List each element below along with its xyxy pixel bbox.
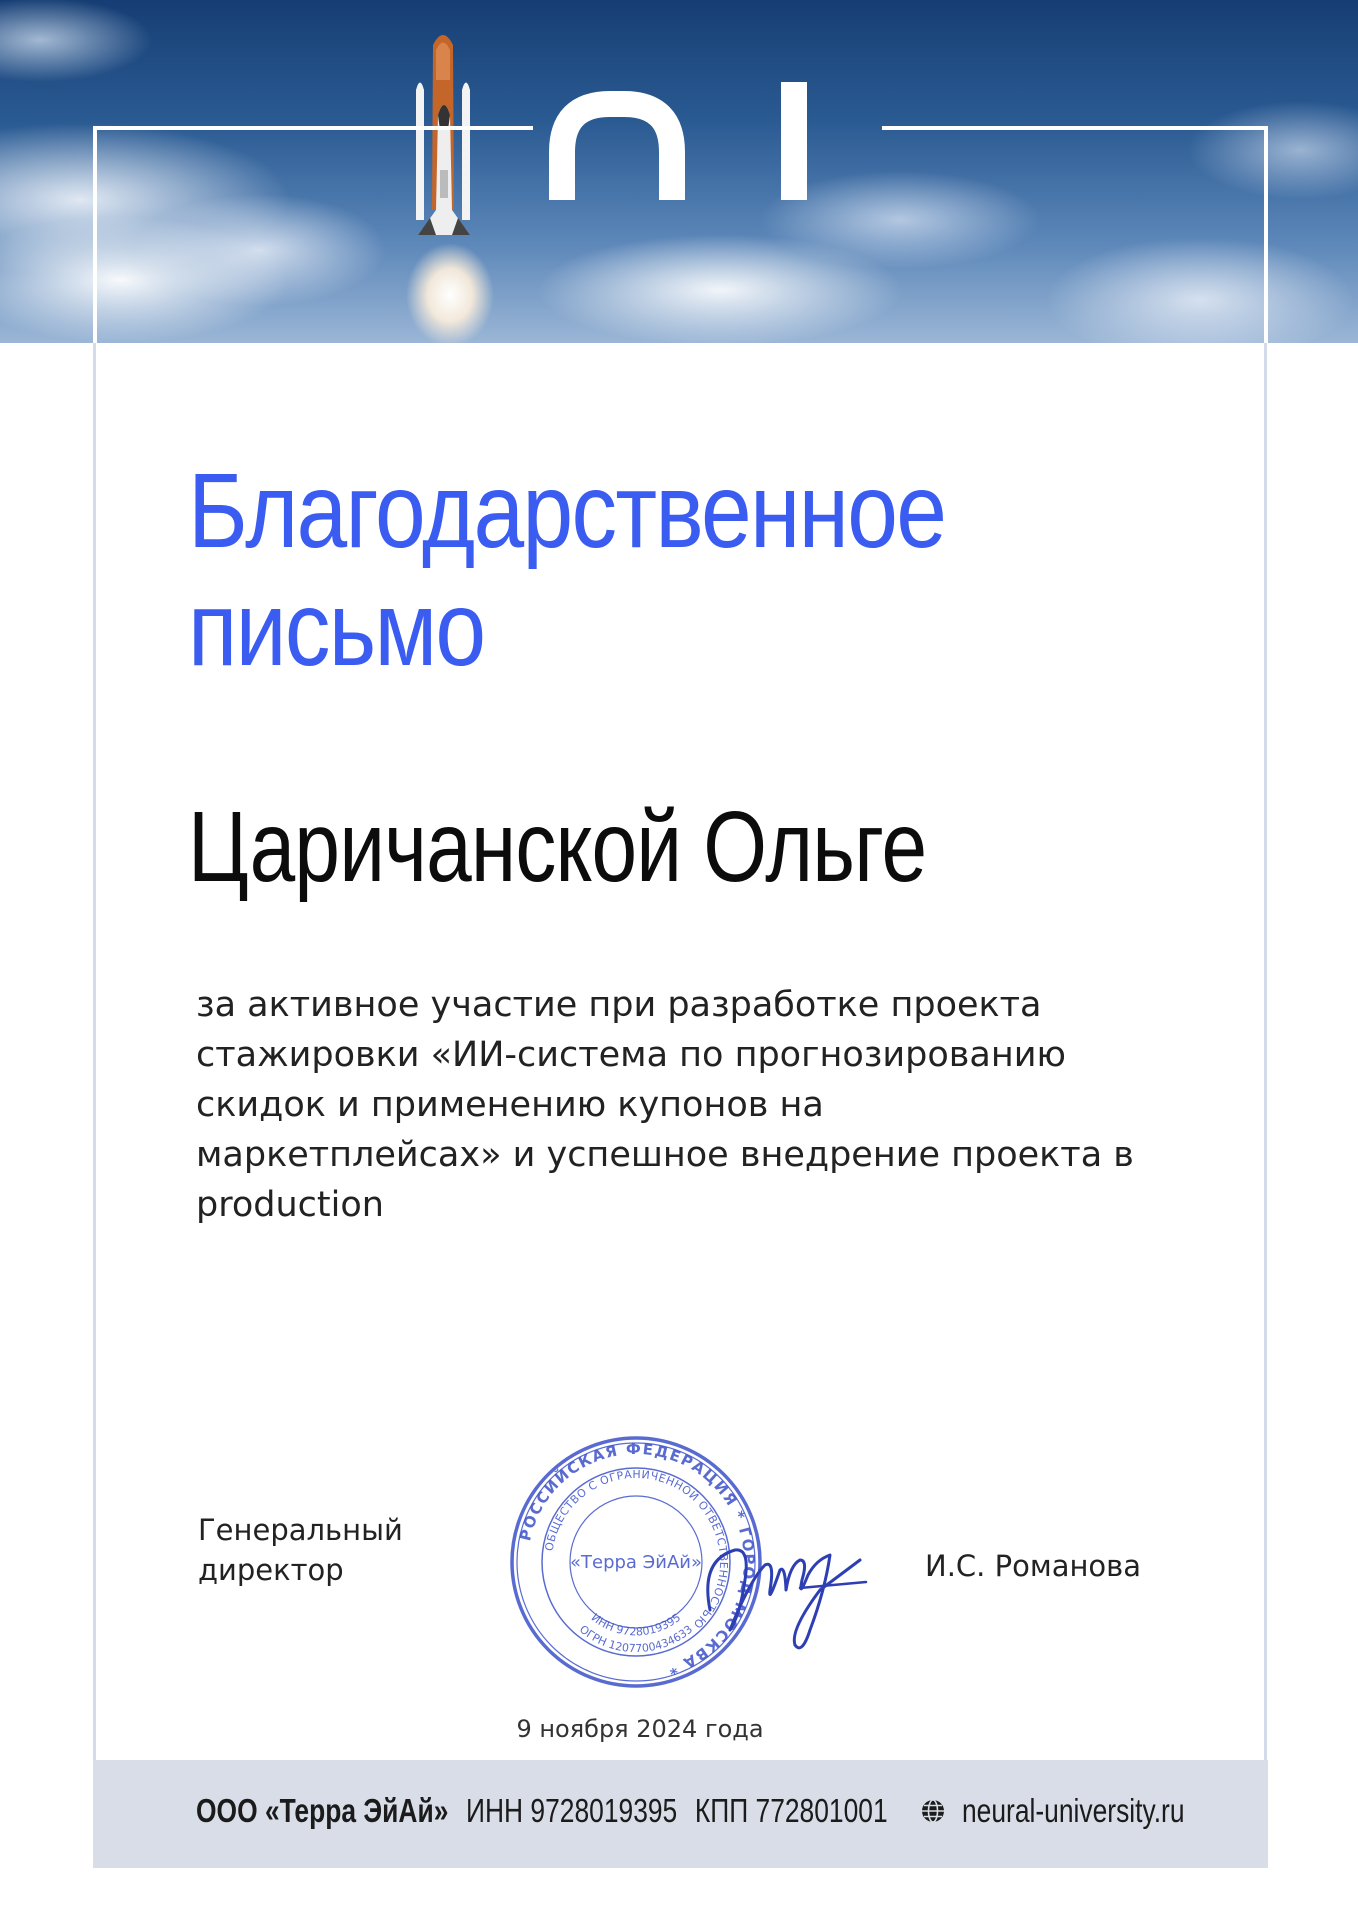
globe-icon [920, 1798, 946, 1824]
certificate-title [188, 452, 1048, 688]
frame-right-line-lower [1264, 343, 1267, 1868]
signer-name: И.С. Романова [925, 1549, 1142, 1583]
frame-top-left-line [93, 126, 533, 130]
stamp-ogrn-text: ОГРН 1207700434633 [576, 1622, 696, 1656]
reason-line: скидок и применению купонов на [196, 1085, 824, 1125]
reason-line: production [196, 1185, 384, 1225]
signer-position-line-1: Генеральный [198, 1513, 403, 1547]
issue-date: 9 ноября 2024 года [516, 1715, 764, 1743]
title-line-1: Благодарственное [188, 452, 946, 570]
signer-position [198, 1510, 458, 1590]
award-reason [196, 980, 1196, 1230]
title-line-2: письмо [188, 570, 485, 688]
handwritten-signature [690, 1520, 870, 1670]
reason-line: за активное участие при разработке проекта [196, 985, 1042, 1025]
footer-website-link[interactable]: neural-university.ru [962, 1792, 1185, 1829]
frame-left-line-lower [93, 343, 96, 1868]
footer-kpp: КПП 772801001 [694, 1792, 888, 1829]
ui-logo [548, 82, 808, 202]
stamp-inner-text: ОБЩЕСТВО С ОГРАНИЧЕННОЙ ОТВЕТСТВЕННОСТЬЮ [542, 1467, 731, 1632]
frame-right-line [1264, 126, 1268, 343]
stamp-center-text: «Терра ЭйАй» [570, 1552, 702, 1573]
footer-inn: ИНН 9728019395 [465, 1792, 678, 1829]
space-shuttle-illustration [378, 20, 508, 260]
footer-company-info [196, 1789, 888, 1833]
stamp-inn-text: ИНН 9728019395 [588, 1610, 684, 1639]
reason-line: маркетплейсах» и успешное внедрение проекта в [196, 1135, 1134, 1175]
recipient-name: Царичанской Ольге [188, 791, 927, 903]
frame-top-right-line [882, 126, 1268, 130]
footer-company-name: ООО «Терра ЭйАй» [196, 1792, 449, 1829]
stamp-outer-text: РОССИЙСКАЯ ФЕДЕРАЦИЯ * ГОРОД МОСКВА * [516, 1439, 759, 1680]
reason-line: стажировки «ИИ-система по прогнозированию [196, 1035, 1066, 1075]
signer-position-line-2: директор [198, 1553, 344, 1587]
